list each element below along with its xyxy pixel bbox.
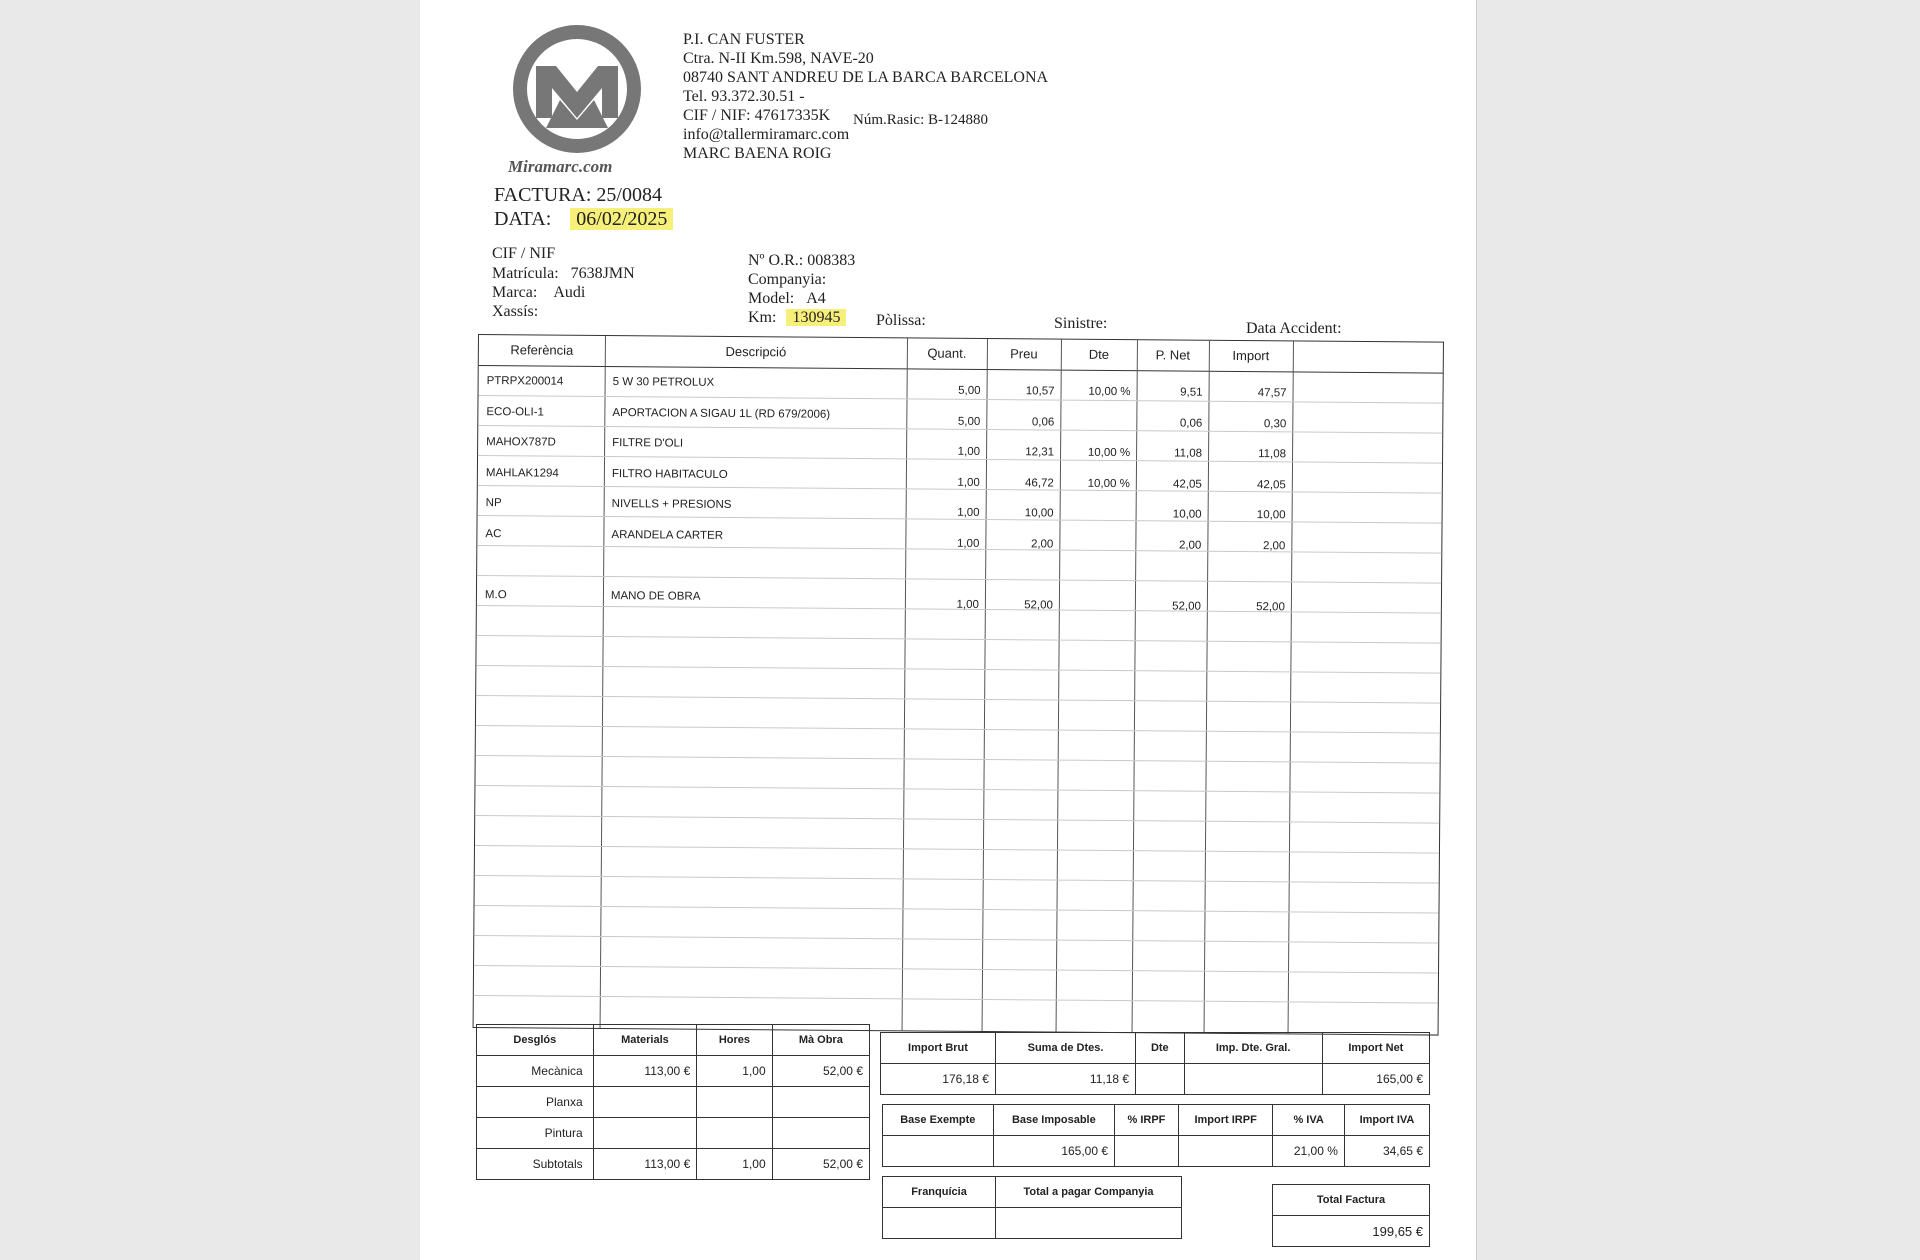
line-ref: PTRPX200014 xyxy=(486,375,564,388)
franquicia-value xyxy=(883,1208,996,1239)
totals1-header: Imp. Dte. Gral. xyxy=(1184,1033,1322,1064)
desglos-hores xyxy=(697,1087,772,1118)
totals1-header: Import Brut xyxy=(881,1033,996,1064)
line-net-price xyxy=(1137,569,1201,570)
desglos-materials: 113,00 € xyxy=(593,1056,697,1087)
iva-pct-value: 21,00 % xyxy=(1273,1136,1345,1167)
desglos-label: Pintura xyxy=(477,1118,594,1149)
or-label: Nº O.R.: xyxy=(748,252,804,269)
logo-caption: Miramarc.com xyxy=(508,157,613,176)
km-label: Km: xyxy=(748,309,777,326)
col-header-import: Import xyxy=(1232,347,1270,364)
col-header-pnet: P. Net xyxy=(1155,347,1191,363)
line-description: FILTRE D'OLI xyxy=(612,437,684,450)
line-discount xyxy=(1061,599,1129,600)
line-quantity: 1,00 xyxy=(957,506,980,519)
totals2-header: % IVA xyxy=(1273,1105,1345,1136)
company-line: info@tallermiramarc.com xyxy=(683,126,850,143)
line-ref: AC xyxy=(485,527,502,540)
desglos-materials xyxy=(593,1118,697,1149)
sinistre-label: Sinistre: xyxy=(1054,315,1108,332)
line-net-price: 10,00 xyxy=(1172,508,1202,521)
desglos-ma-obra xyxy=(772,1087,869,1118)
desglos-row xyxy=(477,1149,870,1180)
line-import: 10,00 xyxy=(1256,509,1286,522)
line-price: 52,00 xyxy=(1024,598,1053,612)
desglos-header: Hores xyxy=(697,1025,772,1056)
line-quantity xyxy=(907,567,979,568)
desglos-row xyxy=(477,1056,870,1087)
line-discount xyxy=(1061,569,1129,570)
line-ref: MAHOX787D xyxy=(486,436,556,449)
base-imposable-value: 165,00 € xyxy=(993,1136,1114,1167)
line-import: 47,57 xyxy=(1257,387,1287,400)
line-net-price: 9,51 xyxy=(1180,386,1203,399)
line-net-price: 2,00 xyxy=(1178,539,1202,552)
or-row xyxy=(748,252,855,270)
desglos-materials: 113,00 € xyxy=(593,1149,697,1180)
totals3-header: Franquícia xyxy=(883,1177,996,1208)
matricula-label: Matrícula: xyxy=(492,265,559,282)
line-import: 52,00 xyxy=(1256,600,1285,613)
line-quantity: 1,00 xyxy=(957,445,981,458)
line-ref xyxy=(485,558,597,559)
polissa-label: Pòlissa: xyxy=(876,312,926,329)
desglos-label: Mecànica xyxy=(477,1056,594,1087)
desglos-hores: 1,00 xyxy=(697,1149,772,1180)
company-info xyxy=(683,30,1048,163)
desglos-hores xyxy=(697,1118,772,1149)
totals3-header: Total a pagar Companyia xyxy=(996,1177,1182,1208)
line-discount xyxy=(1062,508,1130,509)
total-factura-value: 199,65 € xyxy=(1273,1216,1430,1247)
line-ref: ECO-OLI-1 xyxy=(486,405,544,419)
matricula-row xyxy=(492,265,635,283)
desglos-header: Materials xyxy=(593,1025,697,1056)
line-price: 46,72 xyxy=(1025,476,1054,490)
import-totals-table xyxy=(880,1032,1430,1095)
company-line: Ctra. N-II Km.598, NAVE-20 xyxy=(683,50,874,67)
line-discount: 10,00 % xyxy=(1087,446,1131,460)
totals2-header: Import IVA xyxy=(1344,1105,1429,1136)
desglos-header: Mà Obra xyxy=(772,1025,869,1056)
desglos-ma-obra: 52,00 € xyxy=(772,1056,869,1087)
data-row xyxy=(494,208,673,231)
line-net-price: 52,00 xyxy=(1172,599,1201,613)
line-import: 11,08 xyxy=(1258,448,1287,461)
totals1-header: Import Net xyxy=(1322,1033,1429,1064)
matricula-value: 7638JMN xyxy=(570,265,635,282)
company-line: Tel. 93.372.30.51 - xyxy=(683,88,805,105)
desglos-row xyxy=(477,1118,870,1149)
tax-totals-table xyxy=(882,1104,1430,1167)
line-discount xyxy=(1061,538,1129,539)
model-value: A4 xyxy=(806,290,826,307)
line-net-price: 42,05 xyxy=(1173,477,1202,491)
totals1-header: Dte xyxy=(1136,1033,1184,1064)
marca-value: Audi xyxy=(553,284,586,301)
total-factura-table xyxy=(1272,1184,1430,1247)
line-net-price: 11,08 xyxy=(1174,447,1203,460)
import-brut-value: 176,18 € xyxy=(881,1064,996,1095)
line-price xyxy=(987,568,1053,569)
line-quantity: 1,00 xyxy=(957,476,980,489)
or-value: 008383 xyxy=(807,252,856,269)
import-irpf-value xyxy=(1178,1136,1273,1167)
desglos-ma-obra xyxy=(772,1118,869,1149)
line-price: 10,00 xyxy=(1024,507,1054,520)
line-import: 0,30 xyxy=(1263,417,1287,430)
xassis-label: Xassís: xyxy=(492,303,539,320)
line-quantity: 1,00 xyxy=(956,598,979,611)
company-line: CIF / NIF: 47617335K xyxy=(683,107,831,124)
col-header-descripcio: Descripció xyxy=(725,343,787,360)
data-label: DATA: xyxy=(494,208,552,230)
line-description: 5 W 30 PETROLUX xyxy=(612,376,715,389)
invoice-date: 06/02/2025 xyxy=(570,208,673,230)
factura-label: FACTURA: xyxy=(494,184,592,206)
line-description: ARANDELA CARTER xyxy=(611,528,724,542)
line-discount: 10,00 % xyxy=(1088,385,1131,399)
col-header-quant: Quant. xyxy=(927,345,967,361)
totals1-header: Suma de Dtes. xyxy=(995,1033,1135,1064)
col-header-referencia: Referència xyxy=(510,342,574,358)
line-price: 2,00 xyxy=(1030,537,1054,551)
line-import: 42,05 xyxy=(1257,478,1286,491)
line-price: 10,57 xyxy=(1025,385,1055,398)
marca-row xyxy=(492,284,585,302)
totals2-header: Base Exempte xyxy=(883,1105,994,1136)
desglos-header: Desglós xyxy=(477,1025,594,1056)
line-discount: 10,00 % xyxy=(1087,477,1130,490)
col-header-preu: Preu xyxy=(1010,346,1038,362)
cif-label: CIF / NIF xyxy=(492,245,556,262)
invoice-lines-table xyxy=(473,334,1444,1036)
desglos-row xyxy=(477,1087,870,1118)
desglos-label: Subtotals xyxy=(477,1149,594,1180)
line-net-price: 0,06 xyxy=(1179,417,1203,430)
factura-number: 25/0084 xyxy=(596,184,662,206)
desglos-ma-obra: 52,00 € xyxy=(772,1149,869,1180)
model-row xyxy=(748,290,826,308)
line-import xyxy=(1209,570,1285,571)
desglos-table xyxy=(476,1024,870,1180)
line-price: 12,31 xyxy=(1025,446,1055,459)
line-quantity: 5,00 xyxy=(957,415,981,428)
factura-row xyxy=(494,184,662,207)
data-accident-label: Data Accident: xyxy=(1246,320,1342,337)
line-description xyxy=(611,559,901,561)
line-description: APORTACION A SIGAU 1L (RD 679/2006) xyxy=(612,406,831,421)
company-line: 08740 SANT ANDREU DE LA BARCA BARCELONA xyxy=(683,69,1049,86)
marca-label: Marca: xyxy=(492,284,538,301)
base-exempte-value xyxy=(883,1136,994,1167)
irpf-pct-value xyxy=(1115,1136,1179,1167)
line-ref: M.O xyxy=(484,588,507,601)
desglos-materials xyxy=(593,1087,697,1118)
line-quantity: 1,00 xyxy=(956,537,980,550)
totals2-header: Import IRPF xyxy=(1178,1105,1273,1136)
company-line: P.I. CAN FUSTER xyxy=(683,31,805,48)
model-label: Model: xyxy=(748,290,795,307)
total-factura-label: Total Factura xyxy=(1273,1185,1430,1216)
totals2-header: % IRPF xyxy=(1115,1105,1179,1136)
line-ref: NP xyxy=(485,497,502,510)
line-description: FILTRO HABITACULO xyxy=(611,467,728,481)
line-discount xyxy=(1062,416,1130,417)
miramarc-logo xyxy=(510,22,644,156)
km-row xyxy=(748,309,846,327)
suma-dtes-value: 11,18 € xyxy=(995,1064,1135,1095)
imp-dte-gral-value xyxy=(1184,1064,1322,1095)
line-price: 0,06 xyxy=(1031,415,1055,429)
line-ref: MAHLAK1294 xyxy=(485,466,559,480)
line-import: 2,00 xyxy=(1262,539,1286,552)
total-companyia-value xyxy=(996,1208,1182,1239)
totals2-header: Base Imposable xyxy=(993,1105,1114,1136)
import-net-value: 165,00 € xyxy=(1322,1064,1429,1095)
dte-value xyxy=(1136,1064,1184,1095)
num-rasic: Núm.Rasic: B-124880 xyxy=(853,112,988,128)
companyia-label: Companyia: xyxy=(748,271,827,288)
line-description: MANO DE OBRA xyxy=(610,589,701,603)
import-iva-value: 34,65 € xyxy=(1344,1136,1429,1167)
line-quantity: 5,00 xyxy=(958,384,981,397)
col-header-dte: Dte xyxy=(1088,346,1110,362)
km-value: 130945 xyxy=(786,309,846,326)
desglos-hores: 1,00 xyxy=(697,1056,772,1087)
franquicia-table xyxy=(882,1176,1182,1239)
line-description: NIVELLS + PRESIONS xyxy=(611,498,732,511)
company-line: MARC BAENA ROIG xyxy=(683,145,832,162)
desglos-label: Planxa xyxy=(477,1087,594,1118)
